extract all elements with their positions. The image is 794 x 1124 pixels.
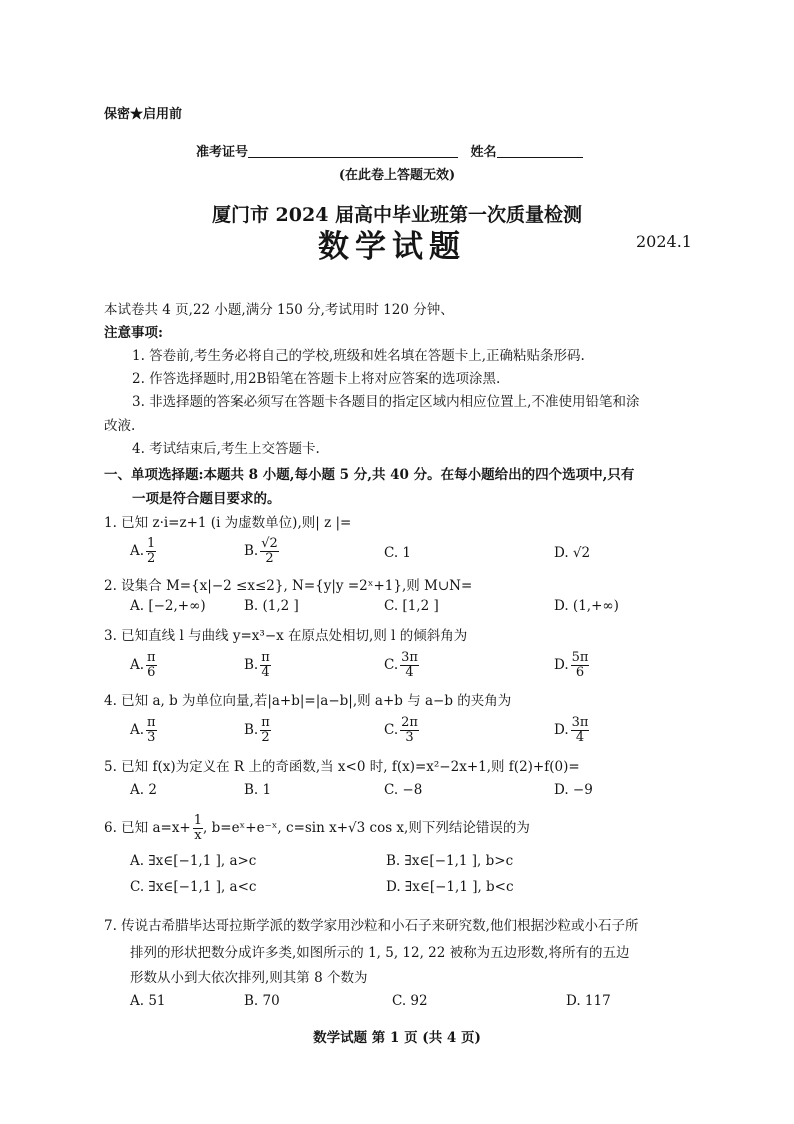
denominator: 2 <box>147 551 156 566</box>
q4-option-d[interactable] <box>554 716 589 745</box>
denominator: x <box>194 828 202 843</box>
option-letter: B. <box>244 543 259 559</box>
q4-option-c[interactable] <box>384 716 419 745</box>
denominator: 4 <box>575 730 585 745</box>
numerator: √2 <box>261 536 278 551</box>
question-2-stem: 2. 设集合 M={x|−2 ≤x≤2}, N={y|y =2ˣ+1},则 M∪N= <box>104 578 473 594</box>
no-answer-note: (在此卷上答题无效) <box>338 168 456 183</box>
numerator: π <box>261 650 270 665</box>
q3-option-a[interactable] <box>130 651 157 680</box>
q6-option-c[interactable]: C. ∃x∈[−1,1 ], a<c <box>130 879 257 895</box>
option-letter: D. <box>554 722 569 738</box>
question-1-stem: 1. 已知 z·i=z+1 (i 为虚数单位),则| z |= <box>104 515 352 531</box>
denominator: 6 <box>575 665 585 680</box>
denominator: 4 <box>405 665 414 680</box>
numerator: π <box>147 715 156 730</box>
fraction <box>260 651 271 680</box>
q6-option-d[interactable]: D. ∃x∈[−1,1 ], b<c <box>386 879 514 895</box>
numerator: 3π <box>401 650 418 665</box>
numerator: 2π <box>401 715 418 730</box>
denominator: 3 <box>405 730 414 745</box>
option-letter: B. <box>244 657 259 673</box>
section-heading: 一、单项选择题:本题共 8 小题,每小题 5 分,共 40 分。在每小题给出的四个选项中,只有 <box>104 467 635 483</box>
name-field[interactable] <box>497 144 583 158</box>
q1-option-d[interactable]: D. √2 <box>554 545 591 561</box>
q7-option-b[interactable]: B. 70 <box>244 993 280 1009</box>
numerator: 5π <box>571 650 589 665</box>
numerator: 1 <box>193 813 203 828</box>
admission-number-label: 准考证号 <box>196 145 249 160</box>
denominator: 4 <box>261 665 270 680</box>
q2-option-d[interactable]: D. (1,+∞) <box>554 598 619 614</box>
q1-option-a[interactable] <box>130 537 156 566</box>
fraction <box>260 537 279 566</box>
intro-text: 本试卷共 4 页,22 小题,满分 150 分,考试用时 120 分钟、 <box>104 302 454 318</box>
fraction <box>571 716 590 745</box>
option-letter: A. <box>130 543 145 559</box>
denominator: 6 <box>147 665 156 680</box>
q5-option-d[interactable]: D. −9 <box>554 782 593 798</box>
subject-title: 数学试题 <box>318 229 466 265</box>
option-letter: B. <box>244 722 259 738</box>
note-item: 3. 非选择题的答案必须写在答题卡各题目的指定区域内相应位置上,不准使用铅笔和涂 <box>132 394 640 410</box>
numerator: π <box>261 715 270 730</box>
question-4-stem: 4. 已知 a, b 为单位向量,若|a+b|=|a−b|,则 a+b 与 a−b 的夹角为 <box>104 693 512 709</box>
q3-option-b[interactable] <box>244 651 271 680</box>
option-letter: C. <box>384 657 399 673</box>
q7-option-d[interactable]: D. 117 <box>566 993 611 1009</box>
stem-text: 6. 已知 a=x+ <box>104 820 191 836</box>
page-footer: 数学试题 第 1 页 (共 4 页) <box>313 1030 481 1046</box>
question-3-stem: 3. 已知直线 l 与曲线 y=x³−x 在原点处相切,则 l 的倾斜角为 <box>104 628 468 644</box>
denominator: 2 <box>261 730 270 745</box>
denominator: 3 <box>147 730 156 745</box>
q6-option-a[interactable]: A. ∃x∈[−1,1 ], a>c <box>130 853 257 869</box>
question-7-stem: 7. 传说古希腊毕达哥拉斯学派的数学家用沙粒和小石子来研究数,他们根据沙粒或小石子所 <box>104 918 639 934</box>
fraction <box>400 651 419 680</box>
section-heading-continued: 一项是符合题目要求的。 <box>132 491 281 507</box>
question-6-stem <box>104 814 530 843</box>
q3-option-d[interactable] <box>554 651 589 680</box>
fraction <box>260 716 271 745</box>
numerator: π <box>147 650 156 665</box>
q6-option-b[interactable]: B. ∃x∈[−1,1 ], b>c <box>386 853 514 869</box>
numerator: 1 <box>147 536 156 551</box>
fraction <box>146 537 156 566</box>
fraction <box>400 716 419 745</box>
stem-text: , b=eˣ+e⁻ˣ, c=sin x+√3 cos x,则下列结论错误的为 <box>203 820 530 836</box>
exam-date: 2024.1 <box>636 232 692 251</box>
fraction <box>571 651 590 680</box>
note-item: 1. 答卷前,考生务必将自己的学校,班级和姓名填在答题卡上,正确粘贴条形码. <box>132 348 585 364</box>
q1-option-b[interactable] <box>244 537 279 566</box>
fraction <box>146 651 157 680</box>
question-7-stem-continued: 排列的形状把数分成许多类,如图所示的 1, 5, 12, 22 被称为五边形数,将所有的五边 <box>130 945 630 961</box>
option-letter: A. <box>130 657 145 673</box>
admission-number-field[interactable] <box>248 144 458 158</box>
q5-option-c[interactable]: C. −8 <box>384 782 423 798</box>
q2-option-c[interactable]: C. [1,2 ] <box>384 598 439 614</box>
denominator: 2 <box>265 551 274 566</box>
question-7-stem-continued: 形数从小到大依次排列,则其第 8 个数为 <box>130 970 368 986</box>
note-item: 4. 考试结束后,考生上交答题卡. <box>132 441 320 457</box>
option-letter: A. <box>130 722 145 738</box>
q5-option-a[interactable]: A. 2 <box>130 782 157 798</box>
fraction <box>146 716 157 745</box>
q7-option-c[interactable]: C. 92 <box>392 993 428 1009</box>
q2-option-a[interactable]: A. [−2,+∞) <box>130 598 206 614</box>
exam-title: 厦门市 2024 届高中毕业班第一次质量检测 <box>211 204 583 226</box>
q3-option-c[interactable] <box>384 651 419 680</box>
q4-option-b[interactable] <box>244 716 271 745</box>
option-letter: C. <box>384 722 399 738</box>
note-item: 2. 作答选择题时,用2B铅笔在答题卡上将对应答案的选项涂黑. <box>132 371 501 387</box>
question-5-stem: 5. 已知 f(x)为定义在 R 上的奇函数,当 x<0 时, f(x)=x²−2x+1,则 f(2)+f(0)= <box>104 759 580 775</box>
option-letter: D. <box>554 657 569 673</box>
q4-option-a[interactable] <box>130 716 157 745</box>
q1-option-c[interactable]: C. 1 <box>384 545 412 561</box>
notes-heading: 注意事项: <box>104 325 163 341</box>
numerator: 3π <box>571 715 589 730</box>
fraction <box>193 814 203 843</box>
q2-option-b[interactable]: B. (1,2 ] <box>244 598 299 614</box>
name-label: 姓名 <box>470 145 497 160</box>
confidential-label: 保密★启用前 <box>104 107 183 122</box>
note-item-continued: 改液. <box>104 418 136 434</box>
q5-option-b[interactable]: B. 1 <box>244 782 272 798</box>
candidate-info-row <box>196 141 583 160</box>
q7-option-a[interactable]: A. 51 <box>130 993 166 1009</box>
